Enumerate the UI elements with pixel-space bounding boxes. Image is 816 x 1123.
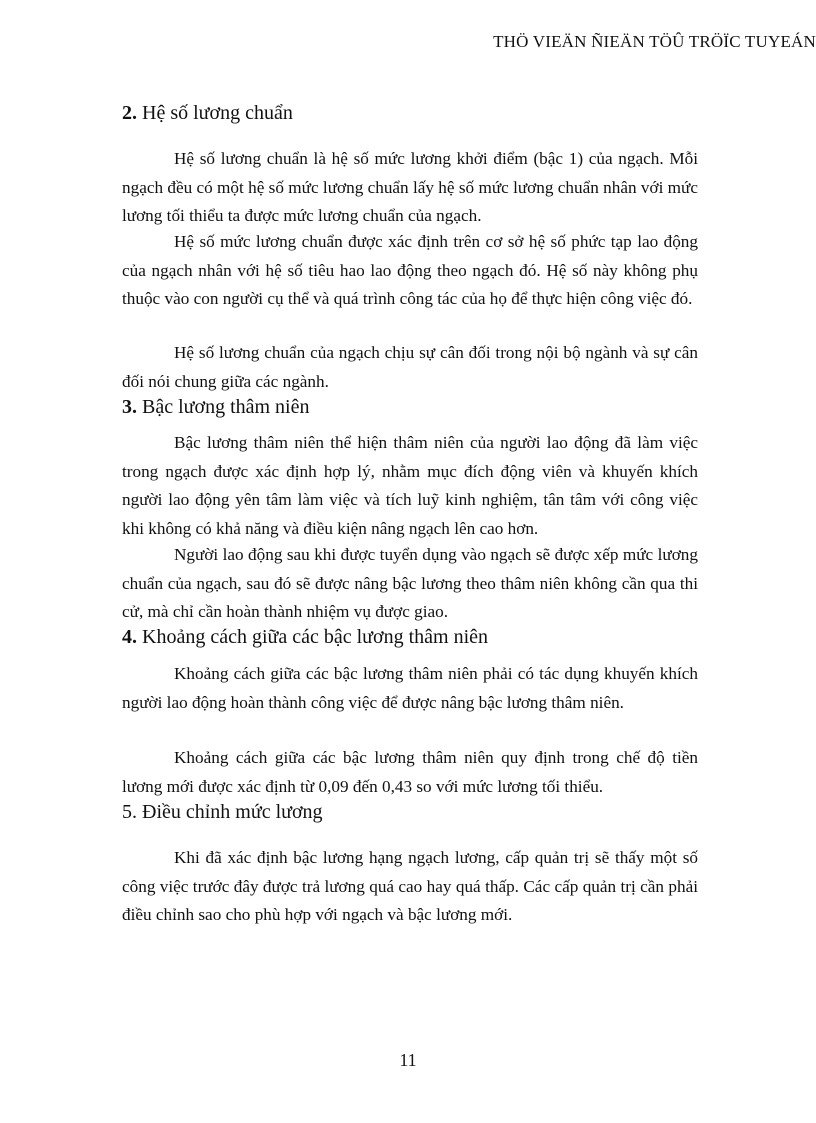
page-number: 11 (399, 1050, 417, 1070)
paragraph: Khi đã xác định bậc lương hạng ngạch lương, cấp quản trị sẽ thấy một số công việc trước đây được trả lương quá cao hay quá thấp. Các cấp quản trị cần phải điều chỉnh sao cho phù hợp với ngạch và bậc lương mới. (122, 848, 698, 925)
paragraph: Hệ số lương chuẩn của ngạch chịu sự cân đối trong nội bộ ngành và sự cân đối nói chung giữa các ngành. (122, 343, 698, 391)
section-heading-4 (122, 626, 488, 649)
section-heading-5 (122, 801, 323, 824)
section-number: 2. (122, 102, 137, 124)
section-number: 4. (122, 626, 137, 648)
section-title: Khoảng cách giữa các bậc lương thâm niên (142, 626, 489, 648)
paragraph: Người lao động sau khi được tuyển dụng vào ngạch sẽ được xếp mức lương chuẩn của ngạch, sau đó sẽ được nâng bậc lương theo thâm niên không cần qua thi cử, mà chỉ cần hoàn thành nhiệm vụ được giao. (122, 545, 698, 622)
section-heading-3 (122, 396, 310, 419)
paragraph: Hệ số mức lương chuẩn được xác định trên cơ sở hệ số phức tạp lao động của ngạch nhân với hệ số tiêu hao lao động theo ngạch đó. Hệ số này không phụ thuộc vào con người cụ thể và quá trình công tác của họ để thực hiện công việc đó. (122, 232, 698, 309)
paragraph: Bậc lương thâm niên thể hiện thâm niên của người lao động đã làm việc trong ngạch được xác định hợp lý, nhằm mục đích động viên và khuyến khích người lao động yên tâm làm việc và tích luỹ kinh nghiệm, tân tâm với công việc khi không có khả năng và điều kiện nâng ngạch lên cao hơn. (122, 433, 698, 538)
section-title: Hệ số lương chuẩn (142, 102, 293, 124)
paragraph: Khoảng cách giữa các bậc lương thâm niên quy định trong chế độ tiền lương mới được xác định từ 0,09 đến 0,43 so với mức lương tối thiểu. (122, 748, 698, 796)
section-number: 5. (122, 801, 137, 823)
paragraph: Hệ số lương chuẩn là hệ số mức lương khởi điểm (bậc 1) của ngạch. Mỗi ngạch đều có một hệ số mức lương chuẩn lấy hệ số mức lương chuẩn nhân với mức lương tối thiểu ta được mức lương chuẩn của ngạch. (122, 149, 698, 226)
section-title: Điều chỉnh mức lương (142, 801, 323, 823)
section-title: Bậc lương thâm niên (142, 396, 310, 418)
section-number: 3. (122, 396, 137, 418)
running-header: THÖ VIEÄN ÑIEÄN TÖÛ TRÖÏC TUYEÁN (493, 32, 816, 51)
paragraph: Khoảng cách giữa các bậc lương thâm niên phải có tác dụng khuyến khích người lao động hoàn thành công việc để được nâng bậc lương thâm niên. (122, 664, 698, 712)
section-heading-2 (122, 102, 293, 125)
